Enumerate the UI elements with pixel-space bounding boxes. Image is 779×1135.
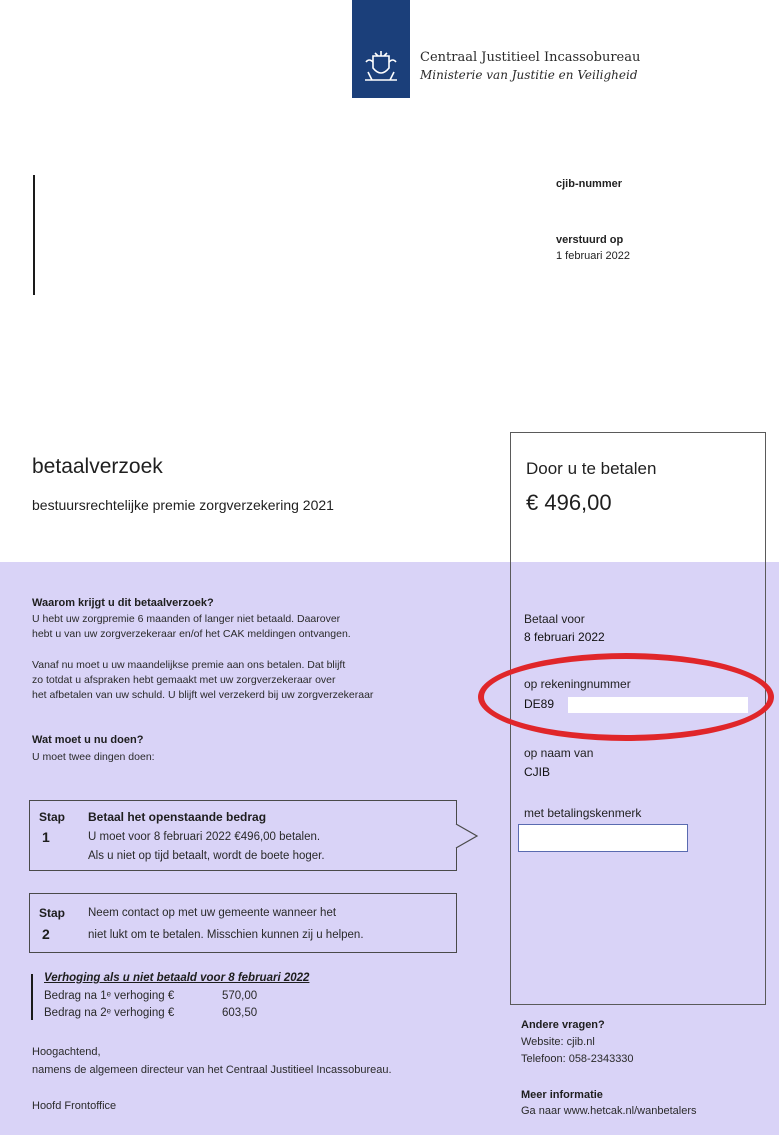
- step-1-word: Stap: [39, 810, 66, 824]
- step-1-title: Betaal het openstaande bedrag: [88, 810, 267, 824]
- phone-text: Telefoon: 058-2343330: [521, 1053, 634, 1065]
- why-heading: Waarom krijgt u dit betaalverzoek?: [32, 597, 214, 609]
- closing-signature: namens de algemeen directeur van het Centraal Justitieel Incassobureau.: [32, 1064, 392, 1076]
- increase-row-2-value: 603,50: [222, 1007, 258, 1019]
- todo-heading: Wat moet u nu doen?: [32, 734, 144, 746]
- why-line-2: hebt u van uw zorgverzekeraar en/of het CAK meldingen ontvangen.: [32, 628, 351, 640]
- coat-of-arms-icon: [363, 50, 399, 84]
- info-text: Ga naar www.hetcak.nl/wanbetalers: [521, 1105, 697, 1117]
- due-label: Betaal voor: [524, 612, 585, 626]
- step-1-line-2: Als u niet op tijd betaalt, wordt de boete hoger.: [88, 850, 325, 862]
- payment-heading: Door u te betalen: [526, 459, 657, 478]
- increase-row-2-label: Bedrag na 2ᵉ verhoging €: [44, 1007, 175, 1019]
- payee-name: CJIB: [524, 765, 551, 779]
- payee-label: op naam van: [524, 746, 594, 760]
- step-2-line-1: Neem contact op met uw gemeente wanneer het: [88, 907, 337, 919]
- highlight-circle: [478, 653, 774, 741]
- why-line-1: U hebt uw zorgpremie 6 maanden of langer niet betaald. Daarover: [32, 613, 341, 625]
- why-line-4: zo totdat u afspraken hebt gemaakt met uw zorgverzekeraar over: [32, 674, 336, 686]
- sent-label: verstuurd op: [556, 234, 624, 246]
- increase-margin-line: [31, 974, 33, 1020]
- payment-reference-field: [518, 824, 688, 852]
- account-prefix: DE89: [524, 697, 555, 711]
- letter-subtitle: bestuursrechtelijke premie zorgverzekering 2021: [32, 497, 334, 513]
- step-1-line-1: U moet voor 8 februari 2022 €496,00 betalen.: [88, 831, 321, 843]
- step-1-number: 1: [42, 829, 50, 845]
- questions-heading: Andere vragen?: [521, 1019, 605, 1031]
- ministry-name: Ministerie van Justitie en Veiligheid: [420, 68, 638, 82]
- info-heading: Meer informatie: [521, 1089, 603, 1101]
- cjib-number-label: cjib-nummer: [556, 178, 623, 190]
- step-2-number: 2: [42, 926, 50, 942]
- arrow-right-icon: [455, 823, 479, 849]
- org-name: Centraal Justitieel Incassobureau: [420, 50, 641, 65]
- account-label: op rekeningnummer: [524, 677, 631, 691]
- website-text: Website: cjib.nl: [521, 1036, 595, 1048]
- sent-date: 1 februari 2022: [556, 250, 630, 262]
- closing-role: Hoofd Frontoffice: [32, 1100, 117, 1112]
- todo-intro: U moet twee dingen doen:: [32, 751, 155, 763]
- cjib-logo: [352, 0, 410, 98]
- step-2-line-2: niet lukt om te betalen. Misschien kunnen zij u helpen.: [88, 929, 364, 941]
- address-margin-line: [33, 175, 35, 295]
- reference-label: met betalingskenmerk: [524, 806, 642, 820]
- increase-heading: Verhoging als u niet betaald voor 8 februari 2022: [44, 972, 310, 984]
- increase-row-1-label: Bedrag na 1ᵉ verhoging €: [44, 990, 175, 1002]
- payment-amount: € 496,00: [526, 490, 612, 515]
- due-date: 8 februari 2022: [524, 630, 605, 644]
- why-line-3: Vanaf nu moet u uw maandelijkse premie aan ons betalen. Dat blijft: [32, 659, 346, 671]
- step-2-word: Stap: [39, 906, 66, 920]
- closing-greeting: Hoogachtend,: [32, 1046, 101, 1058]
- why-line-5: het afbetalen van uw schuld. U blijft wel verzekerd bij uw zorgverzekeraar: [32, 689, 374, 701]
- letter-title: betaalverzoek: [32, 455, 163, 478]
- increase-row-1-value: 570,00: [222, 990, 258, 1002]
